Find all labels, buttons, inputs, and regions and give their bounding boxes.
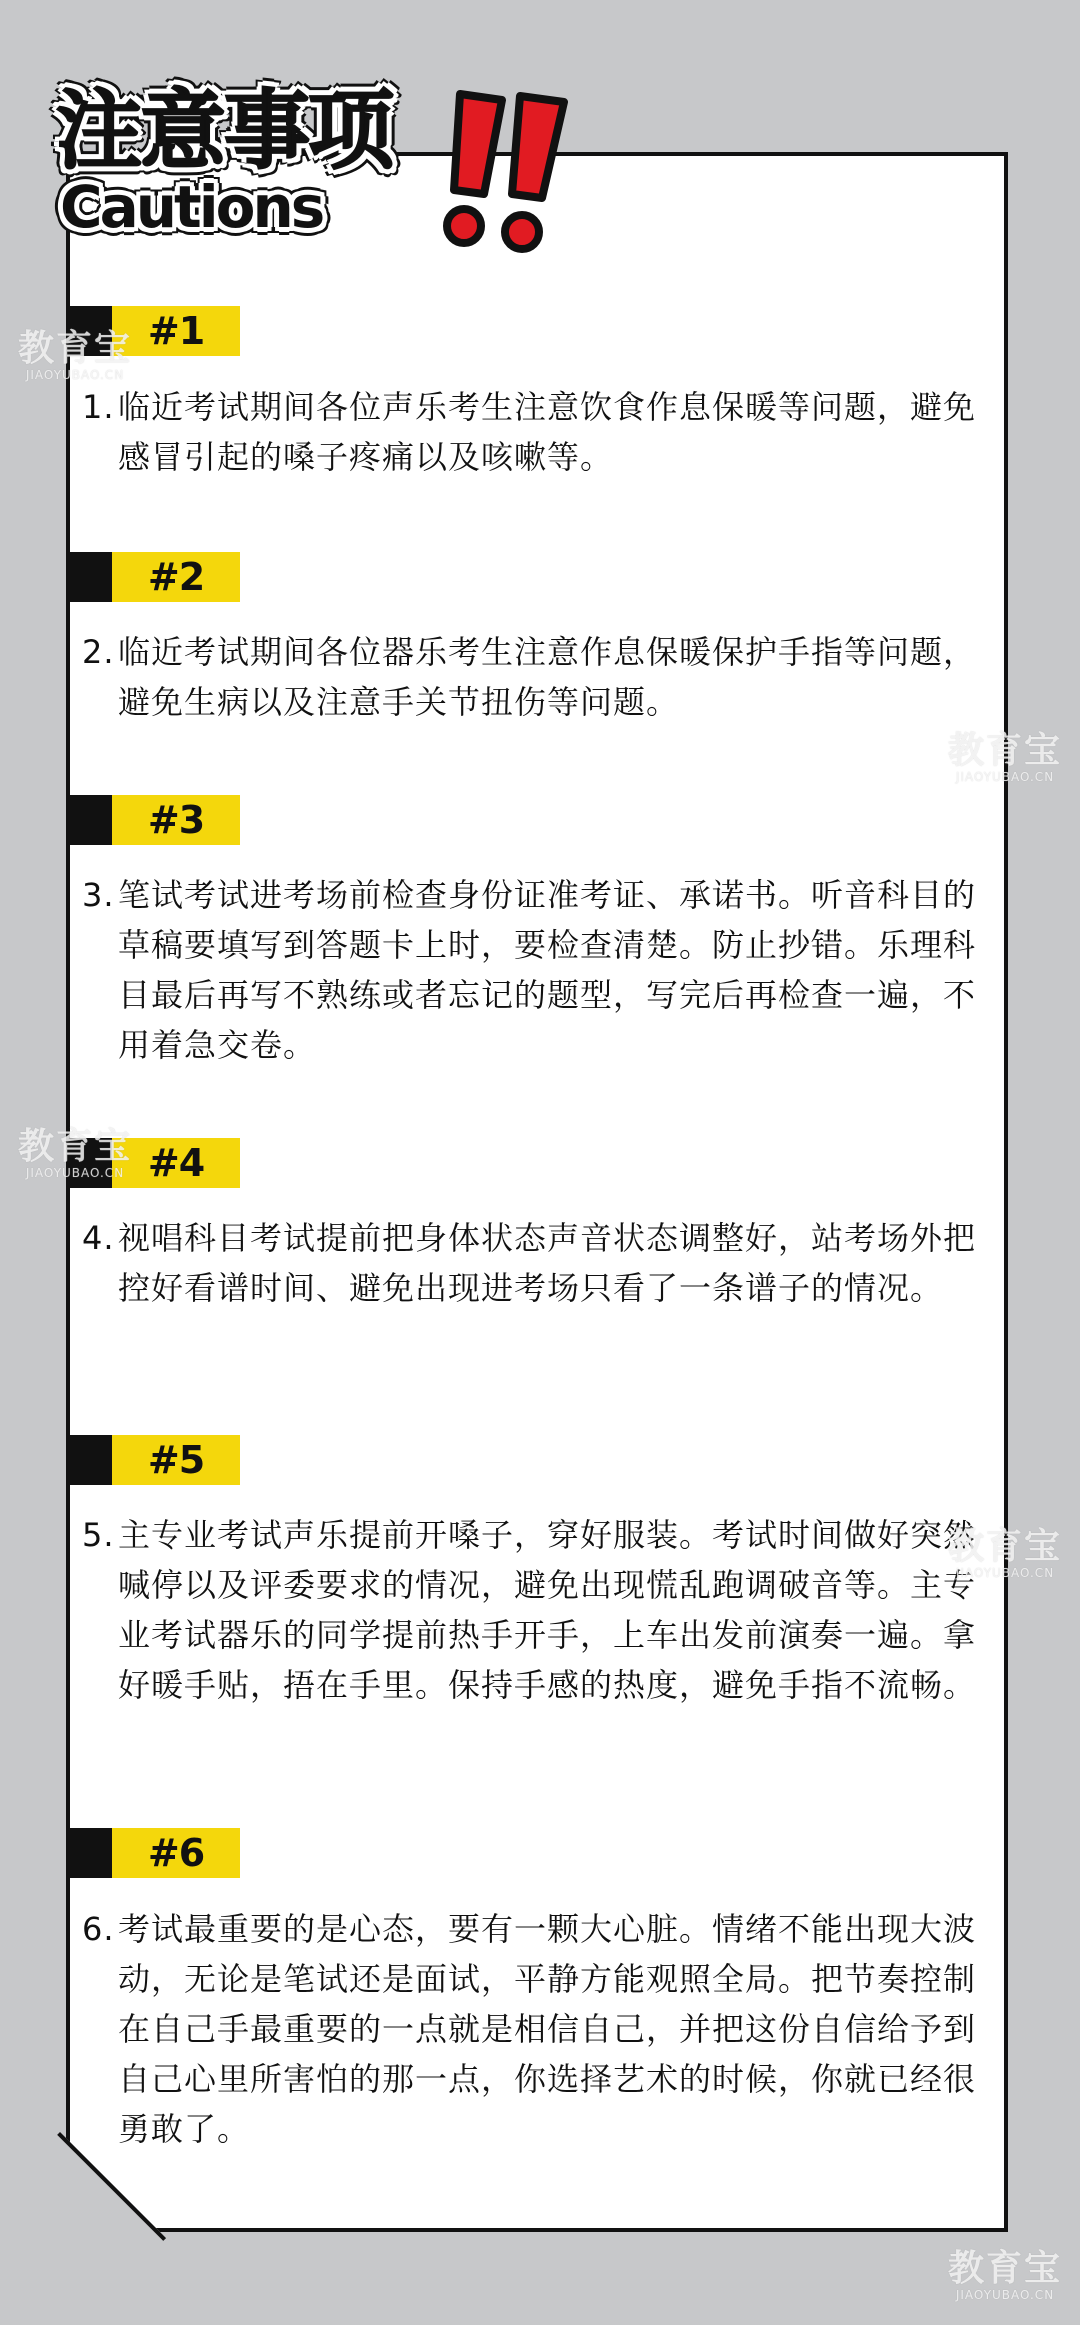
item-number: 2. [82, 633, 115, 671]
section-marker [70, 552, 112, 602]
caution-item-4 [82, 1213, 992, 1313]
item-number: 1. [82, 388, 115, 426]
item-number: 5. [82, 1516, 115, 1554]
section-marker [70, 1828, 112, 1878]
section-tag: #1 [112, 306, 240, 356]
watermark: 教育宝 JIAOYUBAO.CN [18, 1126, 133, 1180]
section-header-6 [70, 1828, 240, 1878]
watermark: 教育宝 JIAOYUBAO.CN [948, 2248, 1063, 2302]
title-english: Cautions [60, 173, 323, 241]
item-text: 主专业考试声乐提前开嗓子，穿好服装。考试时间做好突然喊停以及评委要求的情况，避免出现慌乱跑调破音等。主专业考试器乐的同学提前热手开手，上车出发前演奏一遍。拿好暖手贴，捂在手里。保持手感的热度，避免手指不流畅。 [118, 1516, 977, 1704]
section-header-5 [70, 1435, 240, 1485]
item-text: 笔试考试进考场前检查身份证准考证、承诺书。听音科目的草稿要填写到答题卡上时，要检查清楚。防止抄错。乐理科目最后再写不熟练或者忘记的题型，写完后再检查一遍，不用着急交卷。 [118, 876, 977, 1064]
section-marker [70, 1435, 112, 1485]
item-number: 6. [82, 1910, 115, 1948]
watermark: 教育宝 JIAOYUBAO.CN [948, 730, 1063, 784]
item-number: 3. [82, 876, 115, 914]
watermark: 教育宝 JIAOYUBAO.CN [948, 1526, 1063, 1580]
title-chinese: 注意事项 [56, 81, 392, 181]
section-marker [70, 795, 112, 845]
item-text: 视唱科目考试提前把身体状态声音状态调整好，站考场外把控好看谱时间、避免出现进考场只看了一条谱子的情况。 [118, 1219, 977, 1307]
double-exclamation-icon [430, 86, 580, 256]
title-block [48, 80, 548, 260]
section-header-3 [70, 795, 240, 845]
item-number: 4. [82, 1219, 115, 1257]
caution-item-2 [82, 627, 992, 727]
caution-item-1 [82, 382, 992, 482]
section-tag: #2 [112, 552, 240, 602]
caution-item-5 [82, 1510, 992, 1710]
caution-item-6 [82, 1904, 992, 2154]
item-text: 临近考试期间各位器乐考生注意作息保暖保护手指等问题，避免生病以及注意手关节扭伤等问题。 [118, 633, 977, 721]
section-header-2 [70, 552, 240, 602]
section-tag: #3 [112, 795, 240, 845]
caution-item-3 [82, 870, 992, 1070]
item-text: 考试最重要的是心态，要有一颗大心脏。情绪不能出现大波动，无论是笔试还是面试，平静方能观照全局。把节奏控制在自己手最重要的一点就是相信自己，并把这份自信给予到自己心里所害怕的那一点，你选择艺术的时候，你就已经很勇敢了。 [118, 1910, 977, 2148]
section-tag: #4 [112, 1138, 240, 1188]
section-tag: #5 [112, 1435, 240, 1485]
item-text: 临近考试期间各位声乐考生注意饮食作息保暖等问题，避免感冒引起的嗓子疼痛以及咳嗽等。 [118, 388, 977, 476]
watermark: 教育宝 JIAOYUBAO.CN [18, 328, 133, 382]
section-tag: #6 [112, 1828, 240, 1878]
